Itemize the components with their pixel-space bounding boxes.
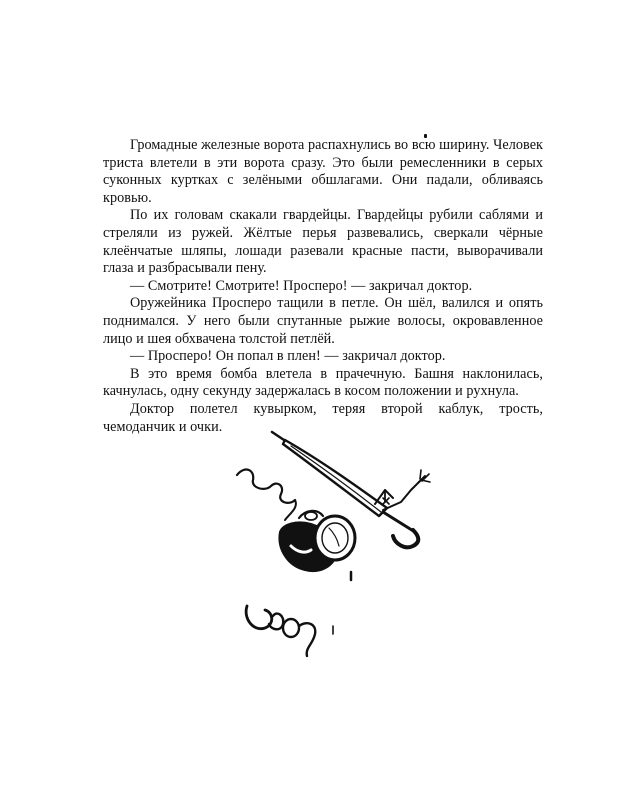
suitcase-drawing <box>237 470 355 580</box>
paragraph-2: По их головам скакали гвардейцы. Гвардейцы рубили саблями и стреляли из ружей. Жёлтые перья развевались, сверкали чёрные клеёнчатые шляпы, лошади разевали красные пасти, выворачивали глаза и разбрасывали пену. <box>103 207 543 277</box>
paragraph-5: — Просперо! Он попал в плен! — закричал доктор. <box>130 348 446 365</box>
paragraph-7: Доктор полетел кувырком, теряя второй каблук, трость, чемоданчик и очки. <box>103 400 543 435</box>
paragraph-6: В это время бомба влетела в прачечную. Башня наклонилась, качнулась, одну секунду задержалась в косом положении и рухнула. <box>103 365 543 400</box>
paragraph-4: Оружейника Просперо тащили в петле. Он шёл, валился и опять поднимался. У него были спутанные рыжие волосы, окровавленное лицо и шея обхвачена толстой петлёй. <box>103 295 543 347</box>
paragraph-3: — Смотрите! Смотрите! Просперо! — закричал доктор. <box>130 277 473 294</box>
text-block <box>103 137 543 436</box>
paragraph-1: Громадные железные ворота распахнулись во всю ширину. Человек триста влетели в эти ворота сразу. Это были ремесленники в серых суконных куртках с зелёными обшлагами. Они падали, обливаясь кровью. <box>103 137 543 206</box>
spectacles-drawing <box>246 606 333 656</box>
illustration <box>225 420 455 660</box>
